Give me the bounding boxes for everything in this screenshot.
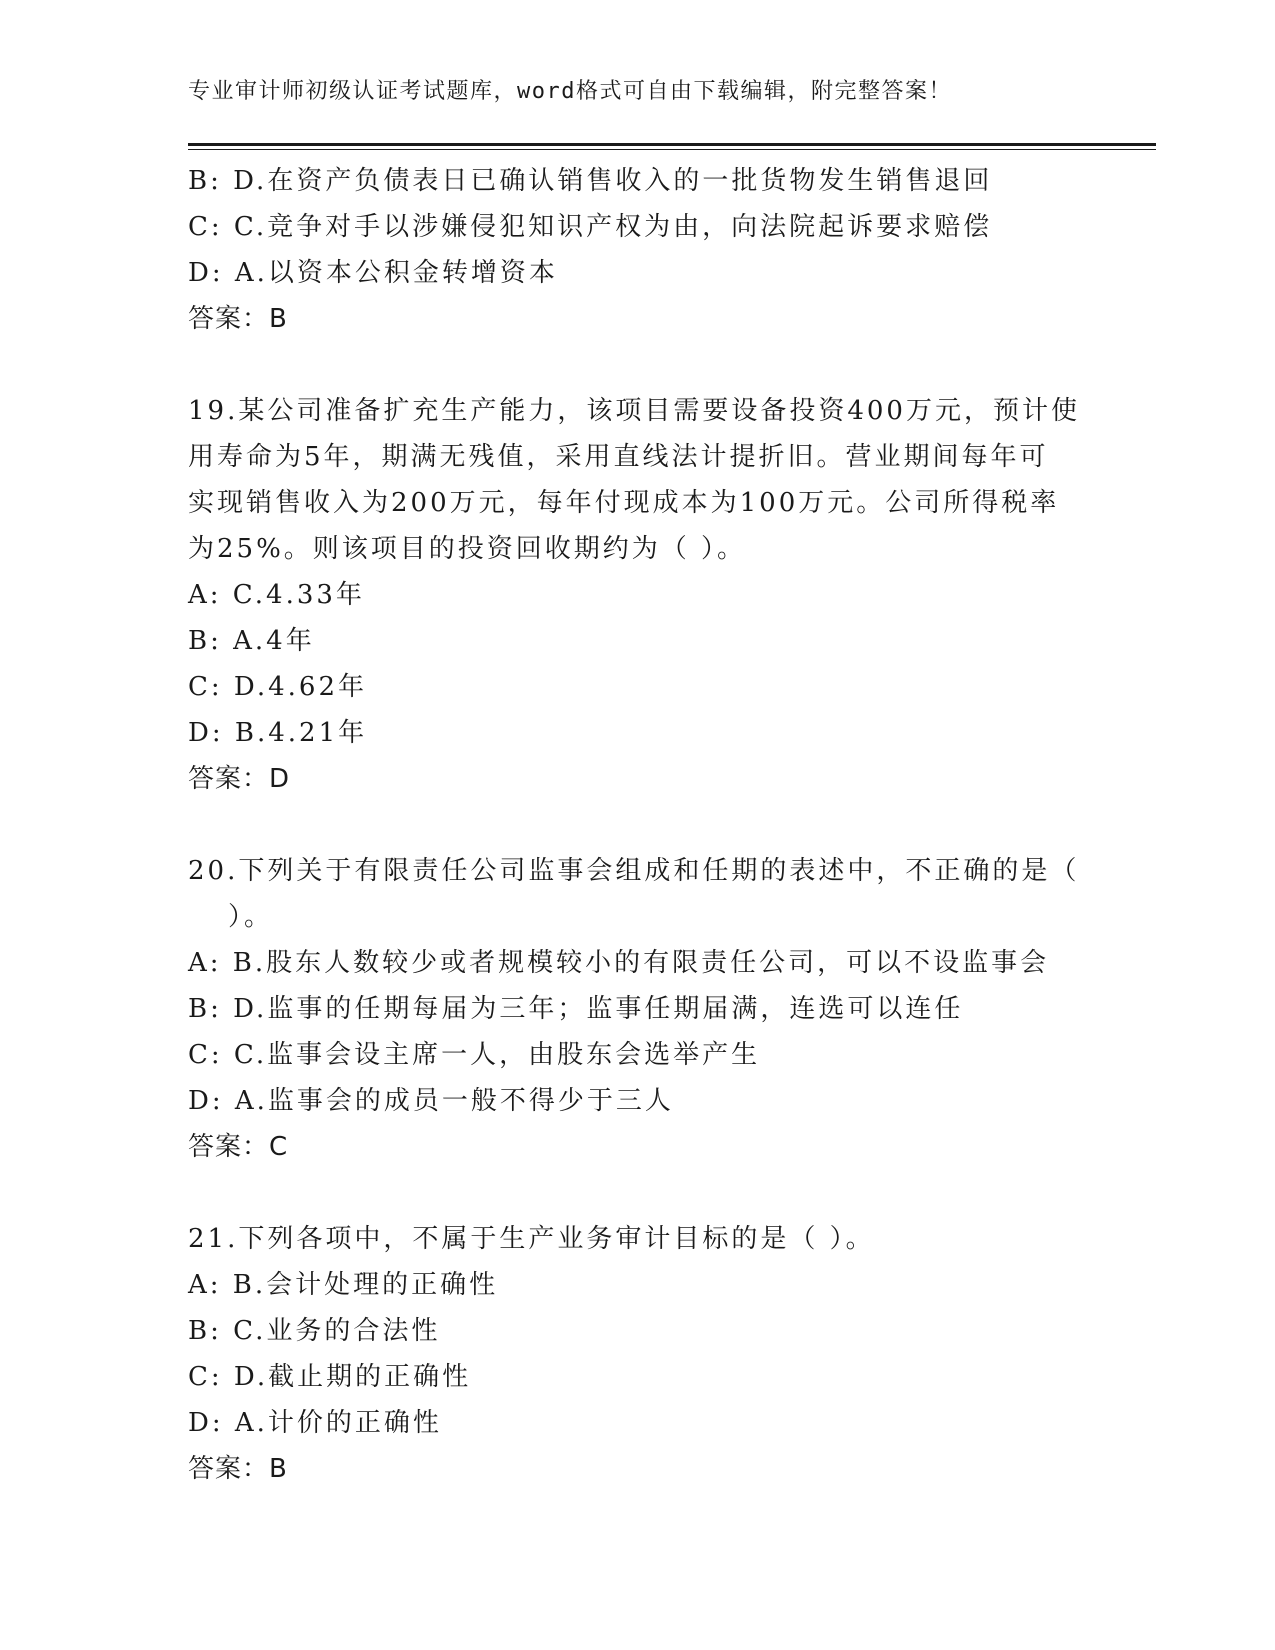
option-line: B: D.在资产负债表日已确认销售收入的一批货物发生销售退回 — [188, 166, 993, 196]
stem-line: ）。 — [228, 902, 274, 932]
option-line: C: D.截止期的正确性 — [188, 1362, 472, 1392]
stem-line: 实现销售收入为200万元，每年付现成本为100万元。公司所得税率 — [188, 488, 1060, 518]
option-line: B: A.4年 — [188, 626, 315, 656]
question-stem — [188, 1216, 1088, 1262]
question-content — [188, 158, 1088, 1492]
option-line: A: B.会计处理的正确性 — [188, 1270, 499, 1300]
prev-question-block — [188, 158, 1088, 342]
option-line: B: C.业务的合法性 — [188, 1316, 441, 1346]
option-line: C: D.4.62年 — [188, 672, 367, 702]
stem-line: 19.某公司准备扩充生产能力，该项目需要设备投资400万元，预计使 — [188, 396, 1080, 426]
question-stem — [188, 388, 1088, 572]
header-divider-thin — [188, 149, 1156, 150]
option-line: C: C.监事会设主席一人，由股东会选举产生 — [188, 1040, 761, 1070]
answer-line: 答案：C — [188, 1132, 289, 1162]
question-19 — [188, 388, 1088, 802]
stem-line: 用寿命为5年，期满无残值，采用直线法计提折旧。营业期间每年可 — [188, 442, 1049, 472]
question-stem — [188, 848, 1088, 940]
question-20 — [188, 848, 1088, 1170]
option-line: B: D.监事的任期每届为三年；监事任期届满，连选可以连任 — [188, 994, 964, 1024]
option-line: A: C.4.33年 — [188, 580, 365, 610]
option-line: D: A.计价的正确性 — [188, 1408, 442, 1438]
answer-line: 答案：D — [188, 764, 291, 794]
option-line: A: B.股东人数较少或者规模较小的有限责任公司，可以不设监事会 — [188, 948, 1050, 978]
stem-line: 21.下列各项中，不属于生产业务审计目标的是（ ）。 — [188, 1224, 875, 1254]
answer-line: 答案：B — [188, 1454, 288, 1484]
answer-line: 答案：B — [188, 304, 288, 334]
option-line: D: A.以资本公积金转增资本 — [188, 258, 558, 288]
option-line: D: B.4.21年 — [188, 718, 368, 748]
stem-line: 20.下列关于有限责任公司监事会组成和任期的表述中，不正确的是（ — [188, 856, 1080, 886]
page-header: 专业审计师初级认证考试题库，word格式可自由下载编辑，附完整答案！ — [188, 79, 952, 104]
option-line: D: A.监事会的成员一般不得少于三人 — [188, 1086, 674, 1116]
option-line: C: C.竞争对手以涉嫌侵犯知识产权为由，向法院起诉要求赔偿 — [188, 212, 993, 242]
header-divider — [188, 143, 1156, 146]
question-21 — [188, 1216, 1088, 1492]
stem-line: 为25%。则该项目的投资回收期约为（ ）。 — [188, 534, 747, 564]
